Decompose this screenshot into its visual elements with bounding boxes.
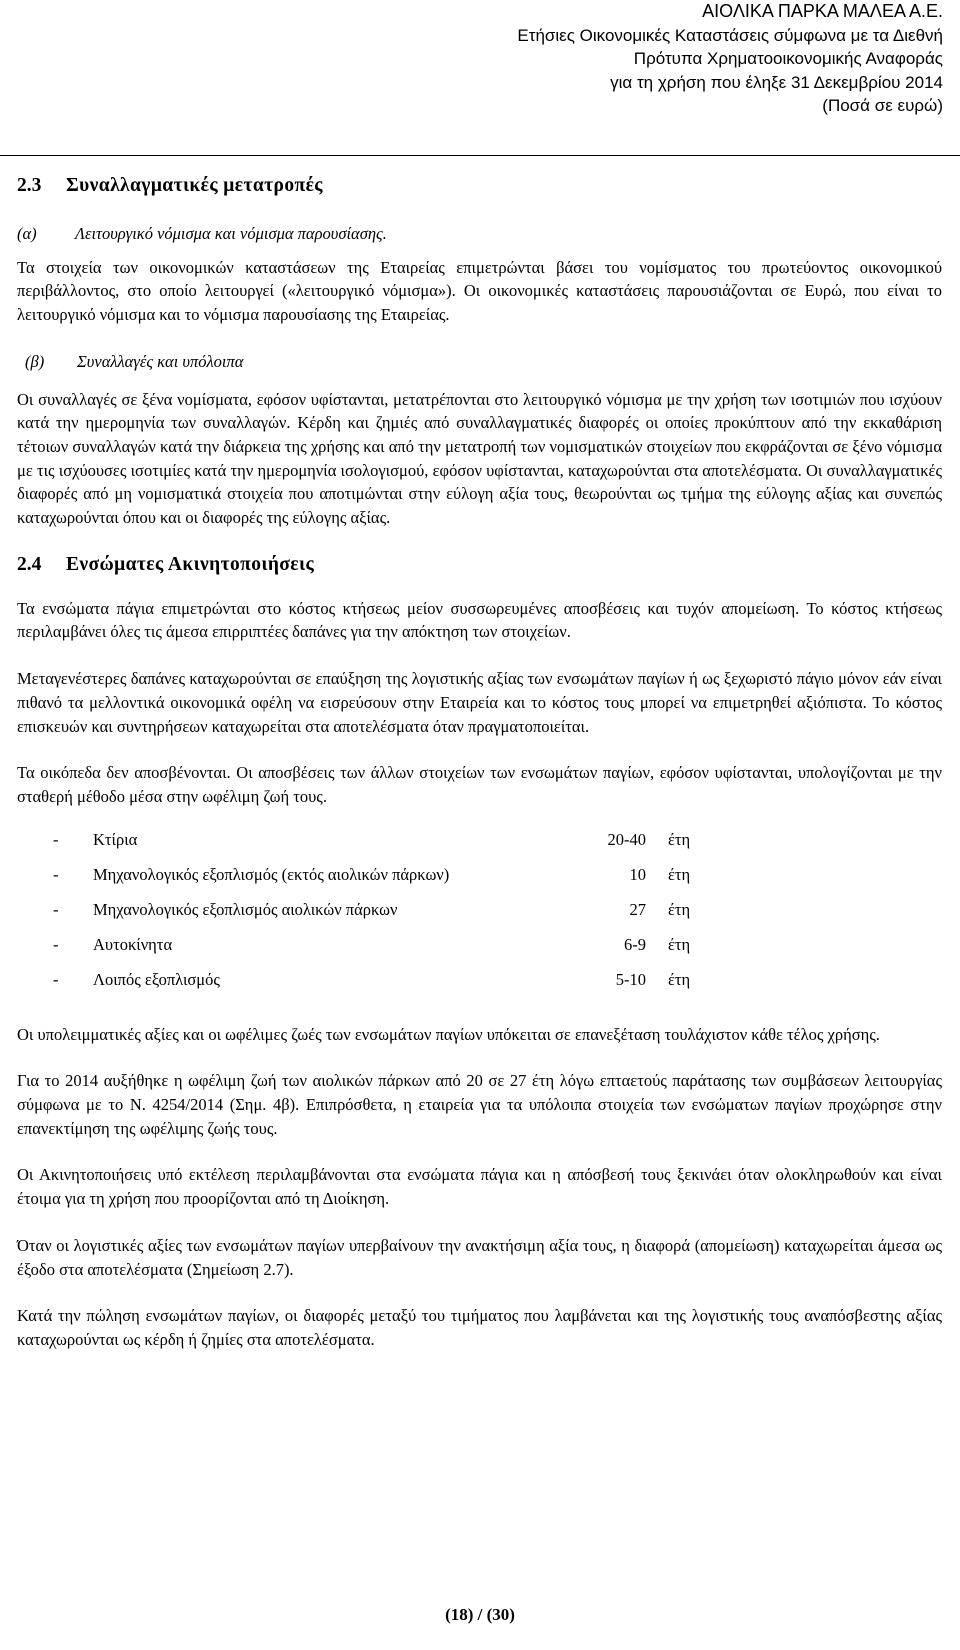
header-line-3: Πρότυπα Χρηματοοικονομικής Αναφοράς <box>633 49 943 68</box>
list-dash: - <box>53 864 59 884</box>
company-name: ΑΙΟΛΙΚΑ ΠΑΡΚΑ ΜΑΛΕΑ Α.Ε. <box>702 1 943 21</box>
paragraph-functional-currency: Τα στοιχεία των οικονομικών καταστάσεων της Εταιρείας επιμετρώνται βάσει του νομίσματος του πρωτεύοντος οικονομικού περιβάλλοντος, στο οποίο λειτουργεί («λειτουργικό νόμισμα»). Οι οικονομικές καταστάσεις παρουσιάζονται σε Ευρώ, που είναι το λειτουργικό νόμισμα και το νόμισμα παρουσίασης της Εταιρείας. <box>17 257 942 325</box>
paragraph-1: Τα ενσώματα πάγια επιμετρώνται στο κόστος κτήσεως μείον συσσωρευμένες αποσβέσεις και τυχόν απομείωση. Το κόστος κτήσεως περιλαμβάνει όλες τις άμεσα επιρριπτέες δαπάνες για την απόκτηση των στοιχείων. <box>17 598 942 642</box>
paragraph-4: Οι υπολειμματικές αξίες και οι ωφέλιμες ζωές των ενσωμάτων παγίων υπόκειται σε επανεξέταση τουλάχιστον κάθε τέλος χρήσης. <box>17 1024 880 1044</box>
asset-name: Λοιπός εξοπλισμός <box>93 969 220 989</box>
useful-life-unit: έτη <box>668 864 691 884</box>
useful-life-value: 20-40 <box>607 829 646 849</box>
useful-lives-list <box>17 828 942 1003</box>
header-line-2: Ετήσιες Οικονομικές Καταστάσεις σύμφωνα με τα Διεθνή <box>517 25 943 45</box>
document-body <box>17 168 942 1352</box>
useful-life-unit: έτη <box>668 829 691 849</box>
list-item <box>17 933 942 968</box>
paragraph-6: Οι Ακινητοποιήσεις υπό εκτέλεση περιλαμβάνονται στα ενσώματα πάγια και η απόσβεσή τους ξεκινάει όταν ολοκληρωθούν και είναι έτοιμα για τη χρήση που προορίζονται από τη Διοίκηση. <box>17 1165 942 1209</box>
asset-name: Κτίρια <box>93 829 138 849</box>
list-item <box>17 863 942 898</box>
subheading-title: Λειτουργικό νόμισμα και νόμισμα παρουσίασης. <box>75 224 387 243</box>
useful-life-value: 27 <box>629 899 646 919</box>
paragraph-2: Μεταγενέστερες δαπάνες καταχωρούνται σε επαύξηση της λογιστικής αξίας των ενσωμάτων παγίων ή ως ξεχωριστό πάγιο μόνον εάν είναι πιθανό τα μελλοντικά οικονομικά οφέλη να εισρεύσουν στην Εταιρεία και το κόστος τους μπορεί να επιμετρηθεί αξιόπιστα. Το κόστος επισκευών και συντηρήσεων καταχωρείται στα αποτελέσματα όταν πραγματοποιείται. <box>17 669 942 736</box>
section-number: 2.4 <box>17 553 42 575</box>
paragraph-transactions: Οι συναλλαγές σε ξένα νομίσματα, εφόσον υφίστανται, μετατρέπονται στο λειτουργικό νόμισμα με την χρήση των ισοτιμιών που ισχύουν κατά την ημερομηνία των συναλλαγών. Κέρδη και ζημιές από συναλλαγματικές διαφορές οι οποίες προκύπτουν από την εκκαθάριση τέτοιων συναλλαγών κατά την διάρκεια της χρήσης και από την μετατροπή των νομισματικών στοιχείων που εκφράζονται σε ξένο νόμισμα με τις ισχύουσες ισοτιμίες κατά την ημερομηνία ισολογισμού, εφόσον υφίστανται, καταχωρούνται στα αποτελέσματα. Οι συναλλαγματικές διαφορές από μη νομισματικά στοιχεία που αποτιμώνται στην εύλογη αξία τους, θεωρούνται ως τμήμα της εύλογης αξίας και συνεπώς καταχωρούνται όπου και οι διαφορές της εύλογης αξίας. <box>17 389 942 528</box>
subheading-label: (β) <box>25 351 45 371</box>
asset-name: Αυτοκίνητα <box>93 934 173 954</box>
page-number: (18) / (30) <box>445 1605 515 1624</box>
list-dash: - <box>53 829 59 849</box>
section-number: 2.3 <box>17 175 42 196</box>
section-heading-2-4 <box>17 553 942 577</box>
list-dash: - <box>53 934 59 954</box>
paragraph-3: Τα οικόπεδα δεν αποσβένονται. Οι αποσβέσεις των άλλων στοιχείων των ενσωμάτων παγίων, εφόσον υφίστανται, υπολογίζονται με την σταθερή μέθοδο μέσα στην ωφέλιμη ζωή τους. <box>17 763 942 806</box>
subheading-title: Συναλλαγές και υπόλοιπα <box>77 351 244 371</box>
useful-life-value: 5-10 <box>615 969 646 989</box>
page-header <box>517 0 943 118</box>
paragraph-7: Όταν οι λογιστικές αξίες των ενσωμάτων παγίων υπερβαίνουν την ανακτήσιμη αξία τους, η διαφορά (απομείωση) καταχωρείται άμεσα ως έξοδο στα αποτελέσματα (Σημείωση 2.7). <box>17 1235 942 1279</box>
useful-life-unit: έτη <box>668 899 691 919</box>
asset-name: Μηχανολογικός εξοπλισμός αιολικών πάρκων <box>93 899 398 919</box>
header-line-4: για τη χρήση που έληξε 31 Δεκεμβρίου 2014 <box>610 72 943 92</box>
list-dash: - <box>53 969 59 989</box>
list-item <box>17 968 942 1003</box>
useful-life-value: 6-9 <box>624 934 646 954</box>
section-heading-2-3 <box>17 174 942 198</box>
paragraph-5: Για το 2014 αυξήθηκε η ωφέλιμη ζωή των αιολικών πάρκων από 20 σε 27 έτη λόγω επταετούς παράτασης των συμβάσεων λειτουργίας σύμφωνα με το Ν. 4254/2014 (Σημ. 4β). Επιπρόσθετα, η εταιρεία για τα υπόλοιπα στοιχεία των ενσώματων παγίων προχώρησε στην επανεκτίμηση της ωφέλιμης ζωής τους. <box>17 1071 942 1138</box>
paragraph-8: Κατά την πώληση ενσωμάτων παγίων, οι διαφορές μεταξύ του τιμήματος που λαμβάνεται και της λογιστικής τους αναπόσβεστης αξίας καταχωρούνται ως κέρδη ή ζημίες στα αποτελέσματα. <box>17 1306 942 1349</box>
header-divider <box>0 155 960 156</box>
subheading-a <box>17 222 942 246</box>
list-dash: - <box>53 899 59 919</box>
list-item <box>17 828 942 863</box>
section-title: Ενσώματες Ακινητοποιήσεις <box>66 553 315 575</box>
useful-life-unit: έτη <box>668 969 691 989</box>
asset-name: Μηχανολογικός εξοπλισμός (εκτός αιολικών πάρκων) <box>93 864 450 884</box>
list-item <box>17 898 942 933</box>
header-line-5: (Ποσά σε ευρώ) <box>822 96 943 115</box>
section-title: Συναλλαγματικές μετατροπές <box>66 175 323 196</box>
subheading-label: (α) <box>17 224 37 243</box>
useful-life-unit: έτη <box>668 934 691 954</box>
useful-life-value: 10 <box>629 864 646 884</box>
subheading-b <box>17 350 942 374</box>
